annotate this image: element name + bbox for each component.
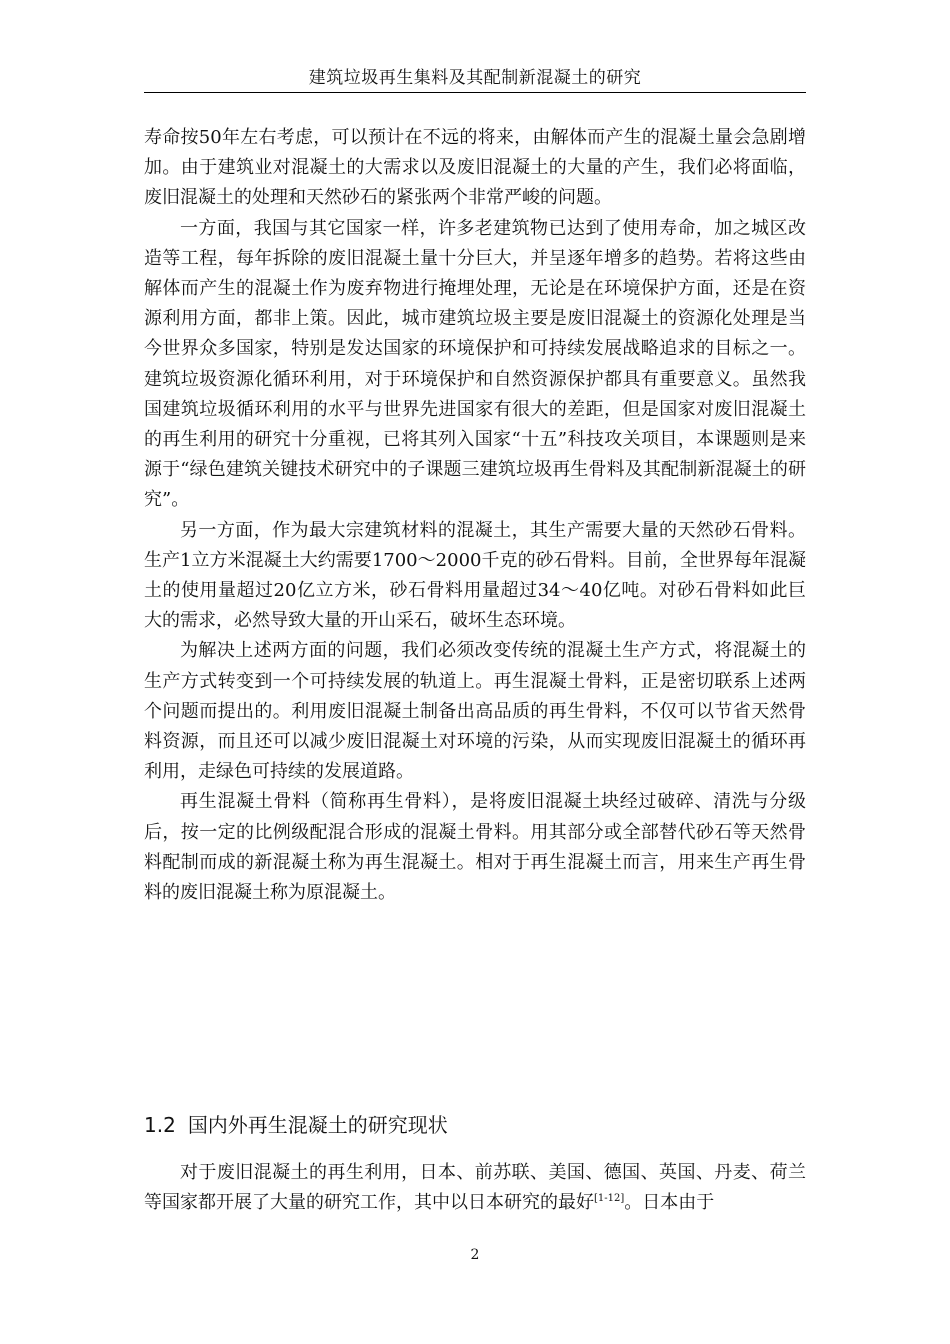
paragraph: 一方面，我国与其它国家一样，许多老建筑物已达到了使用寿命，加之城区改造等工程，每年拆除的废旧混凝土量十分巨大，并呈逐年增多的趋势。若将这些由解体而产生的混凝土作为废弃物进行掩埋处理，无论是在环境保护方面，还是在资源利用方面，都非上策。因此，城市建筑垃圾主要是废旧混凝土的资源化处理是当今世界众多国家，特别是发达国家的环境保护和可持续发展战略追求的目标之一。建筑垃圾资源化循环利用，对于环境保护和自然资源保护都具有重要意义。虽然我国建筑垃圾循环利用的水平与世界先进国家有很大的差距，但是国家对废旧混凝土的再生利用的研究十分重视，已将其列入国家“十五”科技攻关项目，本课题则是来源于“绿色建筑关键技术研究中的子课题三建筑垃圾再生骨料及其配制新混凝土的研究”。	[144, 217, 806, 511]
section-text	[144, 1158, 806, 1218]
page-number: 2	[470, 1247, 480, 1263]
section-heading	[144, 1110, 806, 1140]
paragraph: 为解决上述两方面的问题，我们必须改变传统的混凝土生产方式，将混凝土的生产方式转变到一个可持续发展的轨道上。再生混凝土骨料，正是密切联系上述两个问题而提出的。利用废旧混凝土制备出高品质的再生骨料，不仅可以节省天然骨料资源，而且还可以减少废旧混凝土对环境的污染，从而实现废旧混凝土的循环再利用，走绿色可持续的发展道路。	[144, 640, 806, 783]
paragraph-text: 。日本由于	[624, 1192, 715, 1214]
header-rule	[144, 92, 806, 93]
paragraph-continued: 寿命按50年左右考虑，可以预计在不远的将来，由解体而产生的混凝土量会急剧增加。由于建筑业对混凝土的大需求以及废旧混凝土的大量的产生，我们必将面临，废旧混凝土的处理和天然砂石的紧张两个非常严峻的问题。	[144, 127, 806, 209]
citation: [1-12]	[594, 1193, 625, 1205]
paragraph: 再生混凝土骨料（简称再生骨料），是将废旧混凝土块经过破碎、清洗与分级后，按一定的比例级配混合形成的混凝土骨料。用其部分或全部替代砂石等天然骨料配制而成的新混凝土称为再生混凝土。相对于再生混凝土而言，用来生产再生骨料的废旧混凝土称为原混凝土。	[144, 791, 806, 904]
section-title: 国内外再生混凝土的研究现状	[187, 1113, 448, 1137]
running-header: 建筑垃圾再生集料及其配制新混凝土的研究	[308, 68, 642, 88]
body-text	[144, 123, 806, 908]
paragraph: 另一方面，作为最大宗建筑材料的混凝土，其生产需要大量的天然砂石骨料。生产1立方米混凝土大约需要1700～2000千克的砂石骨料。目前，全世界每年混凝土的使用量超过20亿立方米，砂石骨料用量超过34～40亿吨。对砂石骨料如此巨大的需求，必然导致大量的开山采石，破坏生态环境。	[144, 519, 806, 632]
section-number: 1.2	[144, 1113, 176, 1137]
paragraph-text: 对于废旧混凝土的再生利用，日本、前苏联、美国、德国、英国、丹麦、荷兰等国家都开展了大量的研究工作，其中以日本研究的最好	[144, 1162, 806, 1214]
paragraph	[144, 1158, 806, 1218]
